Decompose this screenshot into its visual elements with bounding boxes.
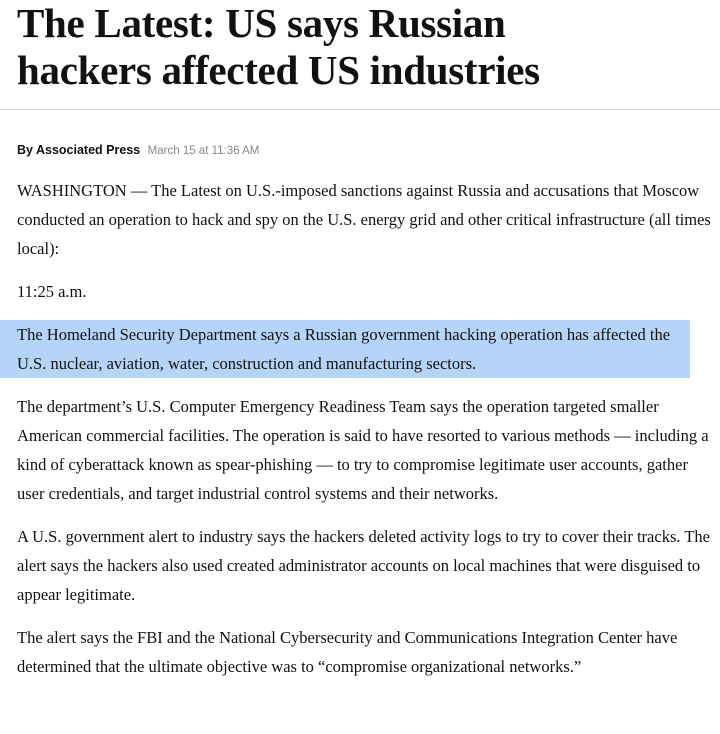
byline-author[interactable]: By Associated Press	[17, 143, 141, 157]
headline-line-2: hackers affected US industries	[17, 47, 540, 93]
article-paragraph-selected[interactable]: The Homeland Security Department says a Russian government hacking operation has affected the U.S. nuclear, aviation, water, construction and manufacturing sectors.	[0, 320, 690, 378]
article-paragraph: A U.S. government alert to industry says the hackers deleted activity logs to try to cover their tracks. The alert says the hackers also used created administrator accounts on local machines that were disguised to appear legitimate.	[17, 527, 710, 604]
article-headline	[17, 0, 717, 94]
byline-date: March 15 at 11:36 AM	[147, 145, 260, 157]
article-timestamp: 11:25 a.m.	[17, 282, 87, 301]
headline-line-1: The Latest: US says Russian	[17, 0, 506, 46]
article-paragraph: The department’s U.S. Computer Emergency Readiness Team says the operation targeted smaller American commercial facilities. The operation is said to have resorted to various methods — including a kind of cyberattack known as spear-phishing — to try to compromise legitimate user accounts, gather user credentials, and target industrial control systems and their networks.	[17, 397, 709, 503]
header-divider	[0, 109, 720, 110]
byline	[17, 141, 259, 159]
article-paragraph: WASHINGTON — The Latest on U.S.-imposed sanctions against Russia and accusations that Moscow conducted an operation to hack and spy on the U.S. energy grid and other critical infrastructure (all times local):	[17, 181, 711, 258]
article-paragraph: The alert says the FBI and the National Cybersecurity and Communications Integration Center have determined that the ultimate objective was to “compromise organizational networks.”	[17, 628, 678, 676]
article-body	[17, 176, 717, 695]
